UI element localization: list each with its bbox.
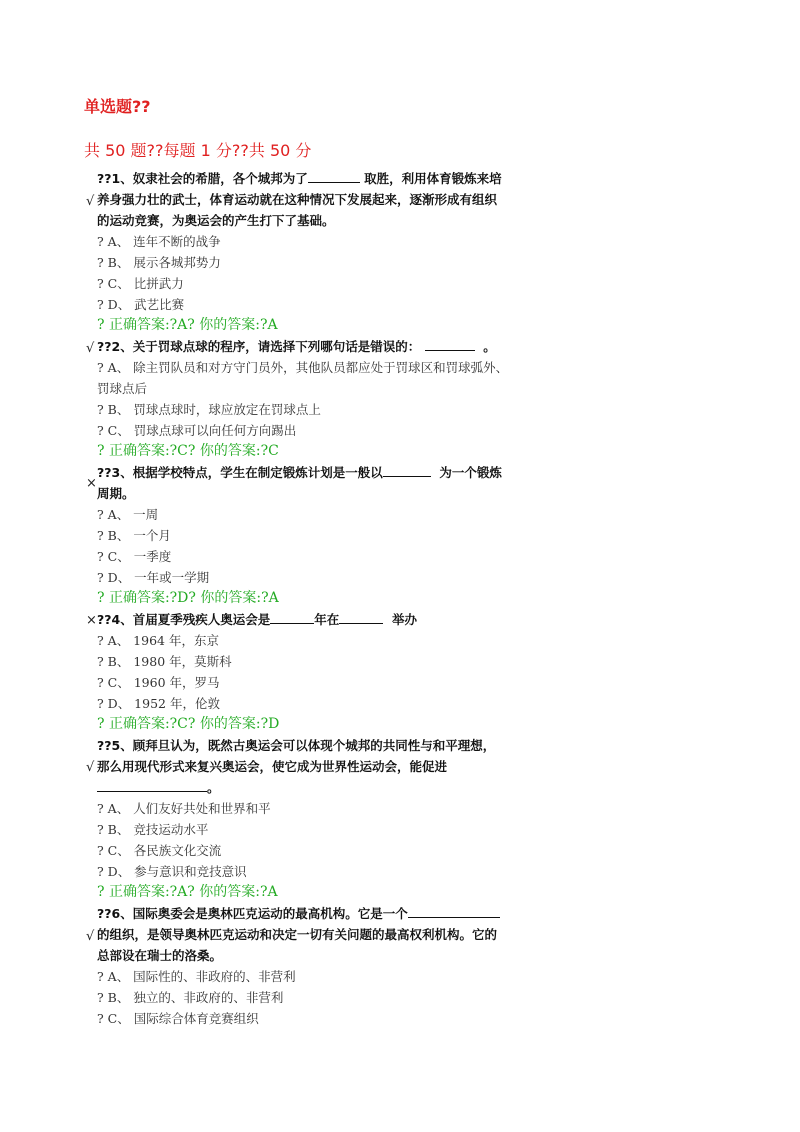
question-1-line-2: 养身强力壮的武士，体育运动就在这种情况下发展起来，逐渐形成有组织 [97, 192, 498, 207]
question-2-answer: ? 正确答案:?C? 你的答案:?C [97, 443, 279, 459]
question-4-line-1: ??4、首届夏季残疾人奥运会是 年在 举办 [97, 612, 417, 627]
question-2-line-1: ??2、关于罚球点球的程序，请选择下列哪句话是错误的： 。 [97, 339, 496, 354]
wrong-mark: × [86, 613, 97, 628]
question-2-option-a-cont: 罚球点后 [97, 381, 148, 396]
question-5-option-d[interactable]: ? D、 参与意识和竞技意识 [97, 864, 247, 879]
wrong-mark: × [86, 476, 97, 491]
question-5-option-c[interactable]: ? C、 各民族文化交流 [97, 843, 222, 858]
question-5-option-b[interactable]: ? B、 竞技运动水平 [97, 822, 209, 837]
question-3-option-c[interactable]: ? C、 一季度 [97, 549, 172, 564]
question-3-line-2: 周期。 [97, 486, 135, 501]
question-2-option-b[interactable]: ? B、 罚球点球时，球应放定在罚球点上 [97, 402, 321, 417]
question-6-line-3: 总部设在瑞士的洛桑。 [97, 948, 223, 963]
correct-mark: √ [86, 929, 95, 944]
question-4-option-b[interactable]: ? B、 1980 年，莫斯科 [97, 654, 232, 669]
question-5-line-2: 那么用现代形式来复兴奥运会，使它成为世界性运动会，能促进 [97, 759, 448, 774]
question-3-option-a[interactable]: ? A、 一周 [97, 507, 159, 522]
correct-mark: √ [86, 760, 95, 775]
question-4-answer: ? 正确答案:?C? 你的答案:?D [97, 716, 280, 732]
question-2-option-c[interactable]: ? C、 罚球点球可以向任何方向踢出 [97, 423, 297, 438]
question-5-line-3: 。 [97, 779, 220, 797]
correct-mark: √ [86, 341, 95, 356]
question-1-line-1: ??1、奴隶社会的希腊，各个城邦为了 取胜，利用体育锻炼来培 [97, 171, 502, 186]
question-3-line-1: ??3、根据学校特点，学生在制定锻炼计划是一般以 为一个锻炼 [97, 465, 502, 480]
question-6-option-c[interactable]: ? C、 国际综合体育竞赛组织 [97, 1011, 259, 1026]
question-1-option-c[interactable]: ? C、 比拼武力 [97, 276, 184, 291]
question-4-option-d[interactable]: ? D、 1952 年，伦敦 [97, 696, 220, 711]
question-6-line-1: ??6、国际奥委会是奥林匹克运动的最高机构。它是一个 [97, 905, 500, 923]
question-1-line-3: 的运动竞赛，为奥运会的产生打下了基础。 [97, 213, 335, 228]
question-6-option-a[interactable]: ? A、 国际性的、非政府的、非营利 [97, 969, 296, 984]
question-5-line-1: ??5、顾拜旦认为，既然古奥运会可以体现个城邦的共同性与和平理想， [97, 738, 496, 753]
section-title: 单选题?? [84, 97, 151, 116]
correct-mark: √ [86, 194, 95, 209]
question-4-option-c[interactable]: ? C、 1960 年，罗马 [97, 675, 220, 690]
question-1-option-b[interactable]: ? B、 展示各城邦势力 [97, 255, 221, 270]
question-4-option-a[interactable]: ? A、 1964 年，东京 [97, 633, 219, 648]
question-5-option-a[interactable]: ? A、 人们友好共处和世界和平 [97, 801, 271, 816]
question-3-answer: ? 正确答案:?D? 你的答案:?A [97, 590, 279, 606]
question-1-answer: ? 正确答案:?A? 你的答案:?A [97, 317, 278, 333]
question-6-option-b[interactable]: ? B、 独立的、非政府的、非营利 [97, 990, 284, 1005]
question-1-option-a[interactable]: ? A、 连年不断的战争 [97, 234, 221, 249]
question-2-option-a[interactable]: ? A、 除主罚队员和对方守门员外，其他队员都应处于罚球区和罚球弧外、 [97, 360, 509, 375]
question-5-answer: ? 正确答案:?A? 你的答案:?A [97, 884, 278, 900]
question-3-option-b[interactable]: ? B、 一个月 [97, 528, 171, 543]
section-subtitle: 共 50 题??每题 1 分??共 50 分 [84, 141, 312, 160]
question-6-line-2: 的组织，是领导奥林匹克运动和决定一切有关问题的最高权利机构。它的 [97, 927, 498, 942]
question-3-option-d[interactable]: ? D、 一年或一学期 [97, 570, 210, 585]
question-1-option-d[interactable]: ? D、 武艺比赛 [97, 297, 185, 312]
